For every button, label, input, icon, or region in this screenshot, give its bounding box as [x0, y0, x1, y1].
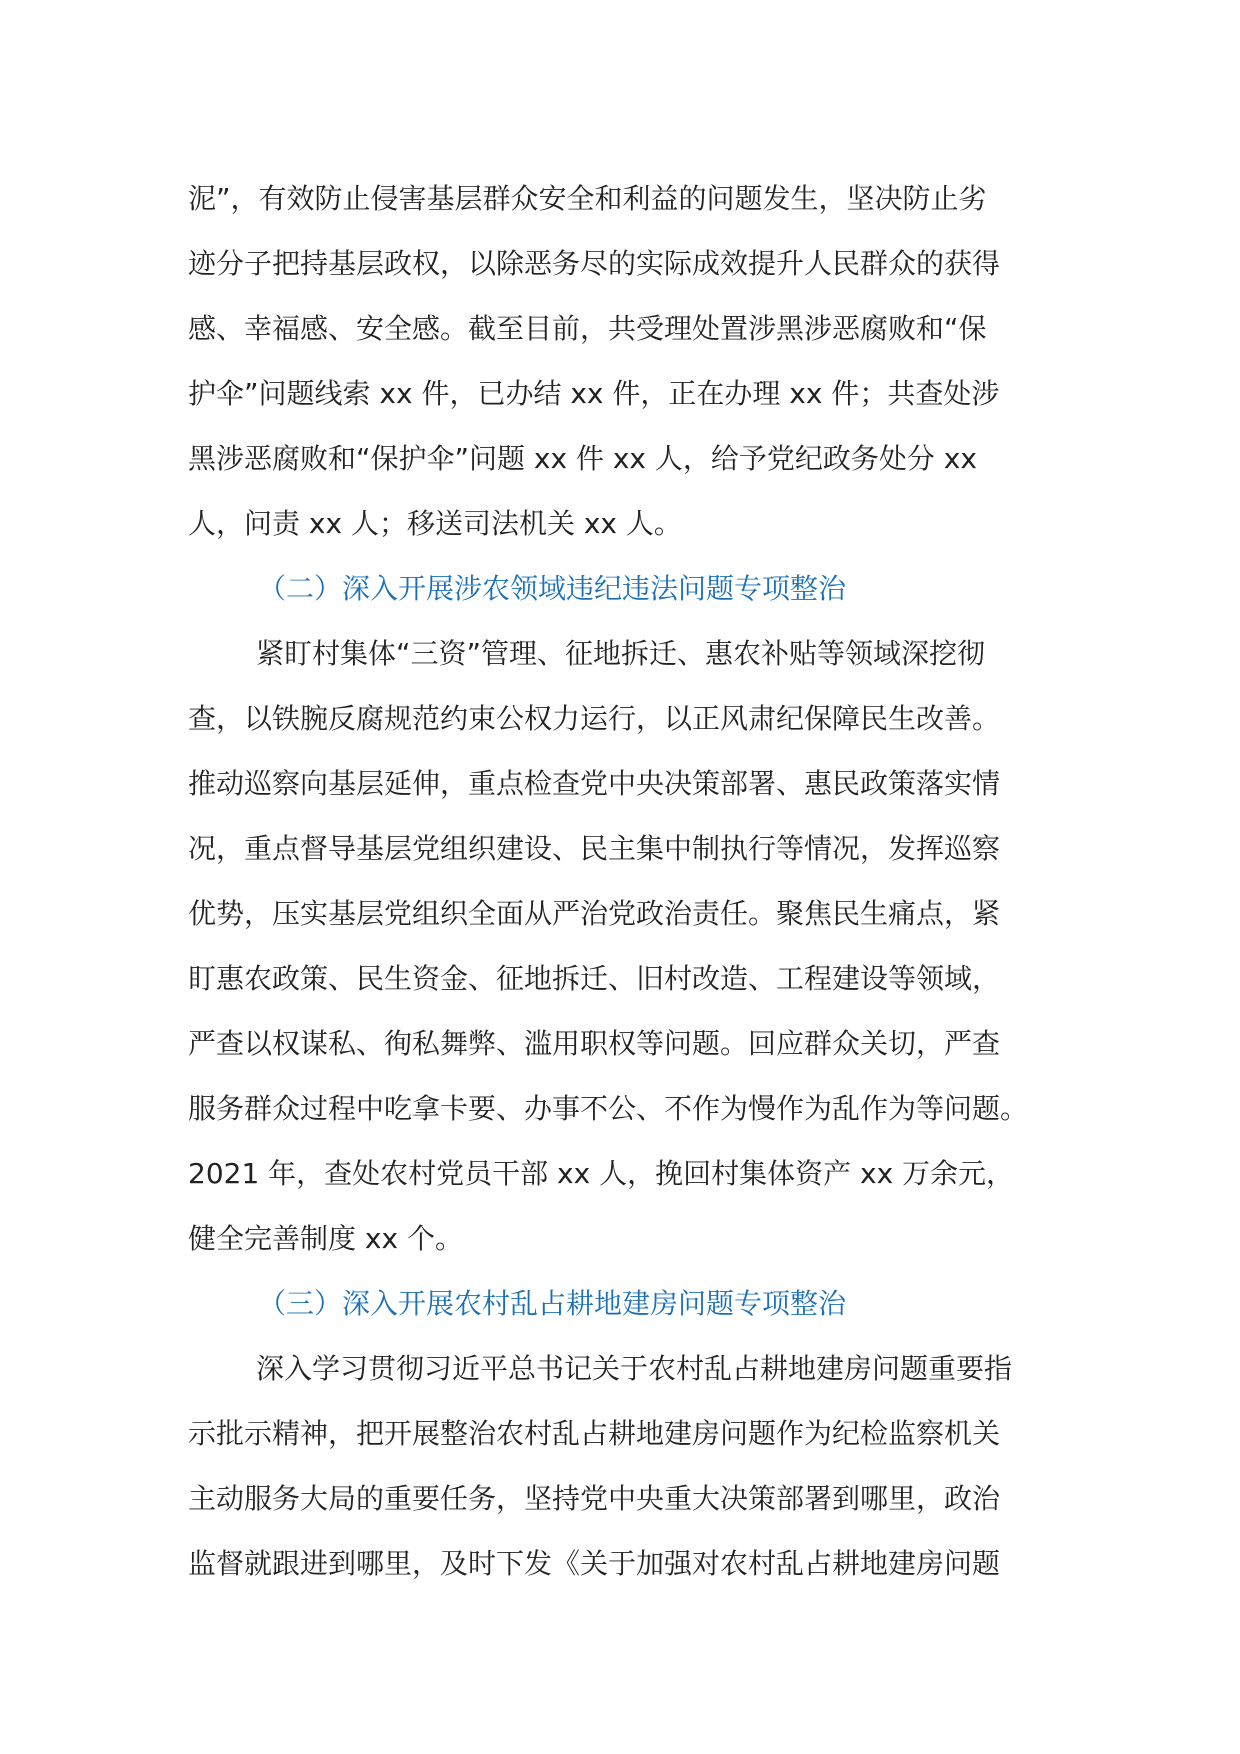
text-line: 2021 年，查处农村党员干部 xx 人，挽回村集体资产 xx 万余元，	[188, 1157, 1015, 1190]
document-body	[188, 166, 1068, 1596]
text-line: 示批示精神，把开展整治农村乱占耕地建房问题作为纪检监察机关	[188, 1417, 1001, 1450]
text-line: 查，以铁腕反腐规范约束公权力运行，以正风肃纪保障民生改善。	[188, 702, 1001, 735]
text-line: 况，重点督导基层党组织建设、民主集中制执行等情况，发挥巡察	[188, 832, 1001, 865]
text-line: 推动巡察向基层延伸，重点检查党中央决策部署、惠民政策落实情	[188, 767, 1001, 800]
text-line: 严查以权谋私、徇私舞弊、滥用职权等问题。回应群众关切，严查	[188, 1027, 1001, 1060]
text-line: 护伞”问题线索 xx 件，已办结 xx 件，正在办理 xx 件；共查处涉	[188, 377, 1000, 410]
text-line: 优势，压实基层党组织全面从严治党政治责任。聚焦民生痛点，紧	[188, 897, 1001, 930]
text-line: 主动服务大局的重要任务，坚持党中央重大决策部署到哪里，政治	[188, 1482, 1001, 1515]
text-line: 监督就跟进到哪里，及时下发《关于加强对农村乱占耕地建房问题	[188, 1547, 1001, 1580]
text-line: 服务群众过程中吃拿卡要、办事不公、不作为慢作为乱作为等问题。	[188, 1092, 1029, 1125]
paragraph-1	[188, 166, 1068, 556]
text-line: 黑涉恶腐败和“保护伞”问题 xx 件 xx 人，给予党纪政务处分 xx	[188, 442, 977, 475]
text-line: 人，问责 xx 人；移送司法机关 xx 人。	[188, 507, 682, 540]
paragraph-3	[188, 1336, 1068, 1596]
text-line: 感、幸福感、安全感。截至目前，共受理处置涉黑涉恶腐败和“保	[188, 312, 987, 345]
text-line: 深入学习贯彻习近平总书记关于农村乱占耕地建房问题重要指	[256, 1352, 1013, 1385]
paragraph-2	[188, 621, 1068, 1271]
text-line: 泥”，有效防止侵害基层群众安全和利益的问题发生，坚决防止劣	[188, 182, 987, 215]
text-line: 紧盯村集体“三资”管理、征地拆迁、惠农补贴等领域深挖彻	[256, 637, 986, 670]
section-heading-2: （二）深入开展涉农领域违纪违法问题专项整治	[258, 572, 847, 605]
section-heading-3: （三）深入开展农村乱占耕地建房问题专项整治	[258, 1287, 847, 1320]
text-line: 迹分子把持基层政权，以除恶务尽的实际成效提升人民群众的获得	[188, 247, 1001, 280]
text-line: 盯惠农政策、民生资金、征地拆迁、旧村改造、工程建设等领域，	[188, 962, 1001, 995]
text-line: 健全完善制度 xx 个。	[188, 1222, 463, 1255]
